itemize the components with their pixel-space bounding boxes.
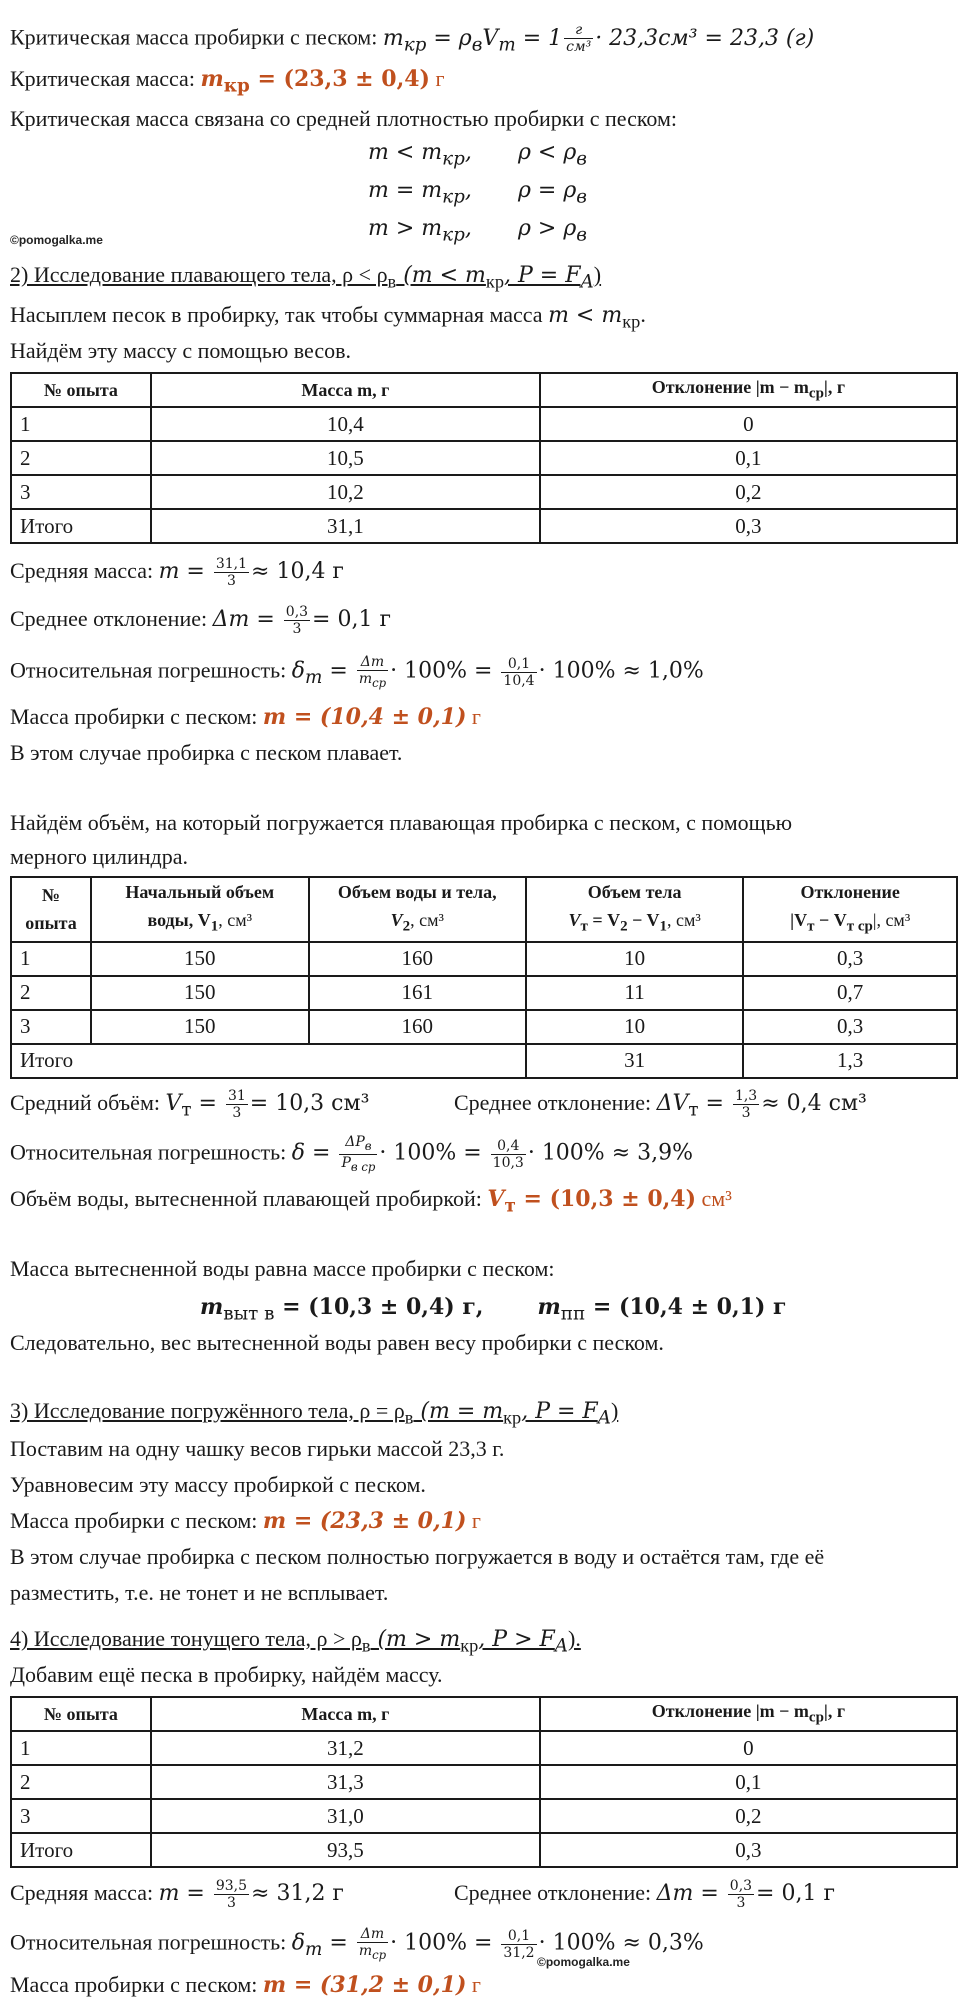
rel-error-line: Относительная погрешность: $\delta_m$ = $\frac{\Delta m}{m_{cp}}$ · 100% = $\frac{0,1}{10,4}$ · 100% ≈ 1,0% [10,654,704,690]
mass-result-sinking: Масса пробирки с песком: m = (31,2 ± 0,1) г [10,1972,481,1998]
table-row: 2 10,5 0,1 [11,441,957,475]
relation-row-3-density: $\rho > \rho_в$ [518,216,587,246]
avg-mass-line: Средняя масса: m = $\frac{31,1}{3}$ ≈ 10,4 г [10,556,344,590]
table-row: 1 150 160 10 0,3 [11,942,957,976]
rel-error-sinking: Относительная погрешность: $\delta_m$ = $\frac{\Delta m}{m_{cp}}$ · 100% = $\frac{0,1}{31,2}$ · 100% ≈ 0,3% [10,1926,704,1962]
watermark-top: ©pomogalka.me [10,233,103,247]
table-row: 3 31,0 0,2 [11,1799,957,1833]
avg-volume-dev-line: Среднее отклонение: $\Delta V_т$ = $\frac{1,3}{3}$ ≈ 0,4 см³ [454,1088,867,1122]
section-3-line-3: В этом случае пробирка с песком полностью погружается в воду и остаётся там, где её [10,1544,825,1569]
relation-row-1-density: $\rho < \rho_в$ [518,140,587,170]
section-4-line-1: Добавим ещё песка в пробирку, найдём массу. [10,1662,443,1687]
table-header-row: № опыта Масса m, г Отклонение $|m - m_{cp}|$, г [11,1697,957,1731]
crit-mass-value: $m_{кр} = (23,3 \pm 0,4)$ [200,66,430,97]
relation-row-2: $m = m_{кр}$, [368,178,472,208]
section-3-line-2: Уравновесим эту массу пробиркой с песком. [10,1472,426,1497]
section-3-line-4: разместить, т.е. не тонет и не всплывает. [10,1580,389,1605]
mass-table-sinking [10,1696,958,1868]
mass-result-submerged: Масса пробирки с песком: m = (23,3 ± 0,1) г [10,1508,481,1534]
header-mass: Масса m, г [151,373,540,407]
section-3-line-1: Поставим на одну чашку весов гирьки массой 23,3 г. [10,1436,505,1461]
crit-mass-label: Критическая масса пробирки с песком: [10,24,378,50]
avg-dev-sinking: Среднее отклонение: Δm = $\frac{0,3}{3}$ = 0,1 г [454,1878,835,1912]
table-row: 3 150 160 10 0,3 [11,1010,957,1044]
floats-text: В этом случае пробирка с песком плавает. [10,740,403,765]
mass-equal-text: Масса вытесненной воды равна массе пробирки с песком: [10,1256,555,1281]
volume-intro-2: мерного цилиндра. [10,844,188,869]
avg-volume-line: Средний объём: $V_т$ = $\frac{31}{3}$ = 10,3 см³ [10,1088,370,1122]
table-header-row: № опыта Начальный объем воды, $V_1$, см³ Объем воды и тела, $V_2$, см³ Объем тела $V_т = V_2 - V_1$, см³ Отклонение $|V_т - V_{т ср}|$, см³ [11,877,957,942]
table-row-total: Итого 31,1 0,3 [11,509,957,543]
section-2-heading: 2) Исследование плавающего тела, $\rho < \rho_в$ ($m < m_{кр}$, $P = F_A$) [10,262,602,293]
section-4-heading: 4) Исследование тонущего тела, $\rho > \rho_в$ ($m > m_{кр}$, $P > F_A$). [10,1626,581,1657]
table-row-total: Итого 31 1,3 [11,1044,957,1078]
volume-intro-1: Найдём объём, на который погружается плавающая пробирка с песком, с помощью [10,810,793,835]
mass-result-floating: Масса пробирки с песком: m = (10,4 ± 0,1) г [10,704,481,730]
table-row: 2 31,3 0,1 [11,1765,957,1799]
crit-mass-line [10,22,814,60]
relation-row-2-density: $\rho = \rho_в$ [518,178,587,208]
watermark-bottom: ©pomogalka.me [537,1955,630,1969]
crit-mass-result: Критическая масса: $m_{кр} = (23,3 \pm 0,4)$ г [10,66,445,97]
table-row-total: Итого 93,5 0,3 [11,1833,957,1867]
section-2-line-1: Насыплем песок в пробирку, так чтобы суммарная масса $m < m_{кр}$. [10,302,646,332]
mass-equal-formulas: $m_{выт в} = (10,3 \pm 0,4)$ г, $m_{пп} = (10,4 \pm 0,1)$ г [200,1294,787,1325]
volume-table [10,876,958,1079]
table-row: 3 10,2 0,2 [11,475,957,509]
avg-dev-line: Среднее отклонение: Δm = $\frac{0,3}{3}$ = 0,1 г [10,604,391,638]
relation-row-1: $m < m_{кр}$, [368,140,472,170]
avg-mass-sinking: Средняя масса: m = $\frac{93,5}{3}$ ≈ 31,2 г [10,1878,344,1912]
section-2-line-2: Найдём эту массу с помощью весов. [10,338,352,363]
conclusion-text: Следовательно, вес вытесненной воды равен весу пробирки с песком. [10,1330,664,1355]
table-row: 1 10,4 0 [11,407,957,441]
table-row: 1 31,2 0 [11,1731,957,1765]
displaced-volume-line: Объём воды, вытесненной плавающей пробиркой: $V_т = (10,3 \pm 0,4)$ см³ [10,1186,732,1217]
table-header-row: № опыта Масса m, г Отклонение $|m - m_{cp}|$, г [11,373,957,407]
mass-table-floating [10,372,958,544]
relation-row-3: $m > m_{кр}$, [368,216,472,246]
crit-mass-formula: $m_{кр} = \rho_вV_т = 1$ $\frac{г}{\text{см³}}$ · 23,3см³ = 23,3 (г) [382,22,815,55]
section-3-heading: 3) Исследование погружённого тела, $\rho = \rho_в$ ($m = m_{кр}$, $P = F_A$) [10,1398,619,1429]
volume-rel-error-line: Относительная погрешность: δ = $\frac{\Delta P_в}{P_{в ср}}$ · 100% = $\frac{0,4}{10,3}$ · 100% ≈ 3,9% [10,1134,694,1174]
header-deviation: Отклонение $|m - m_{cp}|$, г [540,373,957,407]
table-row: 2 150 161 11 0,7 [11,976,957,1010]
crit-density-text: Критическая масса связана со средней плотностью пробирки с песком: [10,106,678,131]
